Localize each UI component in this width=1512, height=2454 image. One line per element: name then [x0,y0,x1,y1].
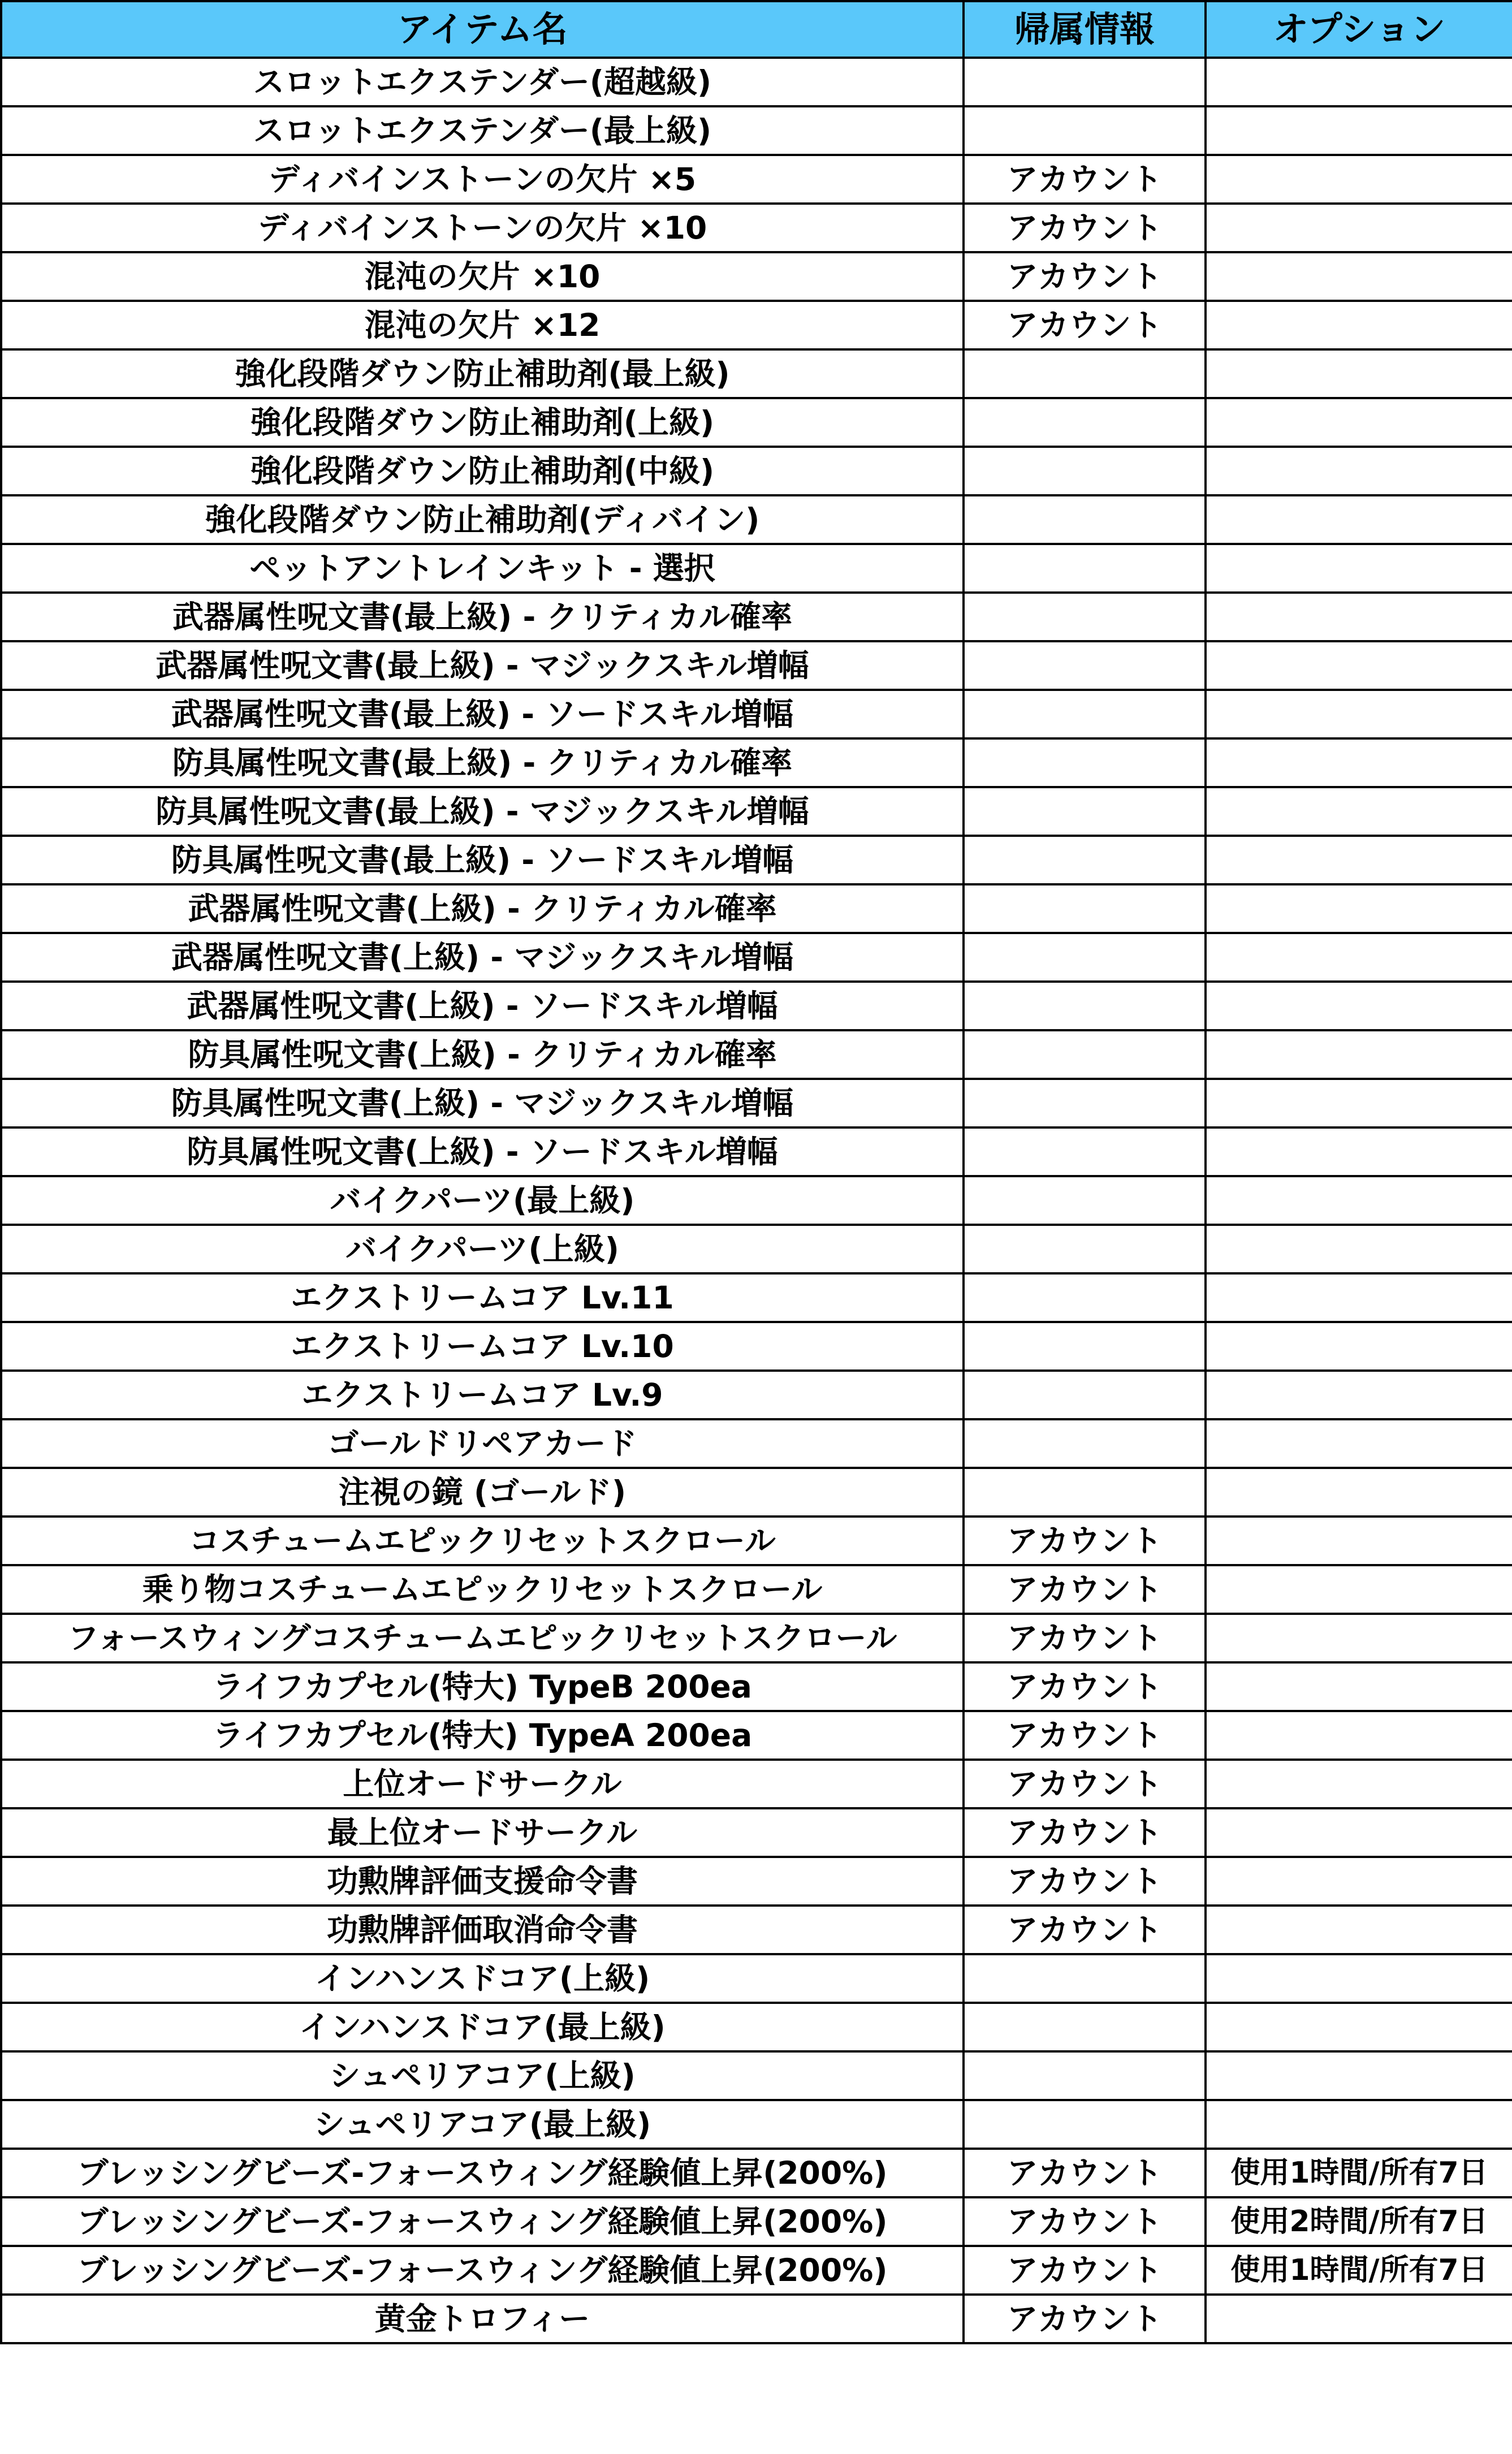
option-cell: 使用2時間/所有7日 [1206,2197,1512,2246]
binding-cell: アカウント [964,2149,1206,2197]
table-row [1,1760,1512,1808]
item-name-cell: 注視の鏡 (ゴールド) [1,1468,964,1517]
binding-cell [964,933,1206,982]
table-row [1,1662,1512,1711]
item-name-cell: ペットアントレインキット - 選択 [1,544,964,593]
binding-cell: アカウント [964,1517,1206,1565]
item-name-cell: 武器属性呪文書(上級) - ソードスキル増幅 [1,982,964,1030]
binding-cell [964,447,1206,495]
option-cell [1206,1322,1512,1371]
table-row [1,836,1512,884]
option-cell [1206,1030,1512,1079]
binding-cell [964,982,1206,1030]
option-cell: 使用1時間/所有7日 [1206,2246,1512,2295]
option-cell [1206,1711,1512,1760]
binding-cell [964,2003,1206,2051]
item-name-cell: 混沌の欠片 ×10 [1,252,964,301]
option-cell [1206,1225,1512,1273]
option-cell [1206,1273,1512,1322]
option-cell [1206,1565,1512,1614]
binding-cell: アカウント [964,1857,1206,1906]
table-row [1,593,1512,641]
binding-cell [964,106,1206,155]
table-row [1,641,1512,690]
item-name-cell: 強化段階ダウン防止補助剤(ディバイン) [1,495,964,544]
option-cell [1206,641,1512,690]
table-row [1,252,1512,301]
table-row [1,106,1512,155]
item-name-cell: 武器属性呪文書(最上級) - クリティカル確率 [1,593,964,641]
binding-cell [964,1419,1206,1468]
option-cell [1206,593,1512,641]
table-row [1,495,1512,544]
binding-cell: アカウント [964,1565,1206,1614]
option-cell [1206,204,1512,252]
table-row [1,1808,1512,1857]
item-name-cell: 武器属性呪文書(最上級) - ソードスキル増幅 [1,690,964,738]
option-cell [1206,1517,1512,1565]
binding-cell: アカウント [964,155,1206,204]
column-header-option: オプション [1206,1,1512,58]
option-cell [1206,544,1512,593]
item-name-cell: コスチュームエピックリセットスクロール [1,1517,964,1565]
table-body [1,58,1512,2343]
binding-cell [964,1176,1206,1225]
binding-cell [964,1468,1206,1517]
binding-cell [964,58,1206,106]
option-cell [1206,1954,1512,2003]
option-cell [1206,1760,1512,1808]
table-row [1,1225,1512,1273]
table-row [1,1322,1512,1371]
option-cell [1206,495,1512,544]
item-name-cell: シュペリアコア(最上級) [1,2100,964,2149]
option-cell [1206,884,1512,933]
option-cell [1206,1079,1512,1127]
table-row [1,1273,1512,1322]
binding-cell [964,1079,1206,1127]
table-row [1,2295,1512,2343]
table-row [1,1711,1512,1760]
option-cell [1206,58,1512,106]
option-cell [1206,1468,1512,1517]
binding-cell [964,593,1206,641]
table-row [1,2246,1512,2295]
table-row [1,1371,1512,1419]
table-row [1,301,1512,349]
option-cell [1206,398,1512,447]
binding-cell: アカウント [964,1760,1206,1808]
binding-cell: アカウント [964,2197,1206,2246]
table-row [1,1127,1512,1176]
item-name-cell: 最上位オードサークル [1,1808,964,1857]
table-row [1,155,1512,204]
item-name-cell: エクストリームコア Lv.11 [1,1273,964,1322]
option-cell [1206,1371,1512,1419]
table-row [1,738,1512,787]
item-name-cell: ライフカプセル(特大) TypeA 200ea [1,1711,964,1760]
option-cell [1206,1176,1512,1225]
column-header-binding: 帰属情報 [964,1,1206,58]
table-row [1,2197,1512,2246]
binding-cell [964,2051,1206,2100]
item-name-cell: 功勲牌評価取消命令書 [1,1906,964,1954]
option-cell [1206,2295,1512,2343]
item-name-cell: スロットエクステンダー(最上級) [1,106,964,155]
table-row [1,1030,1512,1079]
binding-cell: アカウント [964,1906,1206,1954]
option-cell [1206,738,1512,787]
binding-cell [964,398,1206,447]
binding-cell [964,690,1206,738]
binding-cell [964,349,1206,398]
binding-cell [964,1371,1206,1419]
binding-cell [964,641,1206,690]
item-name-cell: ディバインストーンの欠片 ×5 [1,155,964,204]
binding-cell: アカウント [964,1614,1206,1662]
option-cell [1206,933,1512,982]
table-row [1,1565,1512,1614]
table-row [1,690,1512,738]
option-cell [1206,2003,1512,2051]
table-row [1,1079,1512,1127]
option-cell [1206,787,1512,836]
table-row [1,2003,1512,2051]
option-cell [1206,106,1512,155]
table-row [1,1614,1512,1662]
binding-cell: アカウント [964,1662,1206,1711]
table-row [1,1176,1512,1225]
item-name-cell: 功勲牌評価支援命令書 [1,1857,964,1906]
table-row [1,933,1512,982]
table-row [1,1906,1512,1954]
item-name-cell: ディバインストーンの欠片 ×10 [1,204,964,252]
option-cell [1206,1127,1512,1176]
binding-cell [964,1030,1206,1079]
table-row [1,544,1512,593]
binding-cell [964,2100,1206,2149]
table-row [1,349,1512,398]
option-cell [1206,836,1512,884]
item-name-cell: ブレッシングビーズ-フォースウィング経験値上昇(200%) [1,2197,964,2246]
option-cell [1206,1808,1512,1857]
binding-cell: アカウント [964,1808,1206,1857]
item-name-cell: スロットエクステンダー(超越級) [1,58,964,106]
option-cell [1206,2100,1512,2149]
item-name-cell: 防具属性呪文書(最上級) - ソードスキル増幅 [1,836,964,884]
table-row [1,2051,1512,2100]
binding-cell [964,1225,1206,1273]
item-name-cell: 武器属性呪文書(上級) - マジックスキル増幅 [1,933,964,982]
table-row [1,447,1512,495]
item-name-cell: ブレッシングビーズ-フォースウィング経験値上昇(200%) [1,2246,964,2295]
item-name-cell: エクストリームコア Lv.9 [1,1371,964,1419]
item-name-cell: 武器属性呪文書(上級) - クリティカル確率 [1,884,964,933]
binding-cell [964,1127,1206,1176]
table-row [1,398,1512,447]
header-row [1,1,1512,58]
item-name-cell: インハンスドコア(上級) [1,1954,964,2003]
option-cell [1206,982,1512,1030]
option-cell [1206,301,1512,349]
binding-cell [964,884,1206,933]
binding-cell [964,544,1206,593]
option-cell [1206,349,1512,398]
item-name-cell: 防具属性呪文書(上級) - クリティカル確率 [1,1030,964,1079]
binding-cell [964,495,1206,544]
table-row [1,204,1512,252]
binding-cell: アカウント [964,2246,1206,2295]
table-header [1,1,1512,58]
option-cell [1206,1614,1512,1662]
item-name-cell: 防具属性呪文書(上級) - ソードスキル増幅 [1,1127,964,1176]
item-name-cell: 黄金トロフィー [1,2295,964,2343]
column-header-item-name: アイテム名 [1,1,964,58]
option-cell [1206,1662,1512,1711]
table-row [1,1419,1512,1468]
binding-cell [964,1954,1206,2003]
option-cell [1206,1857,1512,1906]
option-cell [1206,1906,1512,1954]
item-name-cell: インハンスドコア(最上級) [1,2003,964,2051]
table-row [1,884,1512,933]
table-row [1,1857,1512,1906]
option-cell [1206,252,1512,301]
item-name-cell: 強化段階ダウン防止補助剤(最上級) [1,349,964,398]
table-row [1,1468,1512,1517]
binding-cell: アカウント [964,1711,1206,1760]
binding-cell [964,1322,1206,1371]
option-cell [1206,447,1512,495]
binding-cell [964,1273,1206,1322]
item-name-cell: ライフカプセル(特大) TypeB 200ea [1,1662,964,1711]
binding-cell [964,787,1206,836]
option-cell [1206,155,1512,204]
item-name-cell: 乗り物コスチュームエピックリセットスクロール [1,1565,964,1614]
item-name-cell: 強化段階ダウン防止補助剤(中級) [1,447,964,495]
item-name-cell: バイクパーツ(最上級) [1,1176,964,1225]
table-row [1,787,1512,836]
item-name-cell: 防具属性呪文書(最上級) - クリティカル確率 [1,738,964,787]
item-name-cell: ブレッシングビーズ-フォースウィング経験値上昇(200%) [1,2149,964,2197]
option-cell [1206,1419,1512,1468]
binding-cell: アカウント [964,204,1206,252]
binding-cell: アカウント [964,2295,1206,2343]
table-row [1,58,1512,106]
binding-cell [964,836,1206,884]
binding-cell [964,738,1206,787]
binding-cell: アカウント [964,301,1206,349]
item-name-cell: ゴールドリペアカード [1,1419,964,1468]
item-name-cell: 防具属性呪文書(最上級) - マジックスキル増幅 [1,787,964,836]
table-row [1,2100,1512,2149]
item-name-cell: 上位オードサークル [1,1760,964,1808]
item-name-cell: 強化段階ダウン防止補助剤(上級) [1,398,964,447]
item-name-cell: 武器属性呪文書(最上級) - マジックスキル増幅 [1,641,964,690]
option-cell [1206,690,1512,738]
item-name-cell: シュペリアコア(上級) [1,2051,964,2100]
table-row [1,1517,1512,1565]
option-cell: 使用1時間/所有7日 [1206,2149,1512,2197]
binding-cell: アカウント [964,252,1206,301]
item-name-cell: 防具属性呪文書(上級) - マジックスキル増幅 [1,1079,964,1127]
table-row [1,2149,1512,2197]
table-row [1,1954,1512,2003]
item-name-cell: バイクパーツ(上級) [1,1225,964,1273]
item-name-cell: 混沌の欠片 ×12 [1,301,964,349]
item-name-cell: エクストリームコア Lv.10 [1,1322,964,1371]
item-name-cell: フォースウィングコスチュームエピックリセットスクロール [1,1614,964,1662]
option-cell [1206,2051,1512,2100]
table-row [1,982,1512,1030]
